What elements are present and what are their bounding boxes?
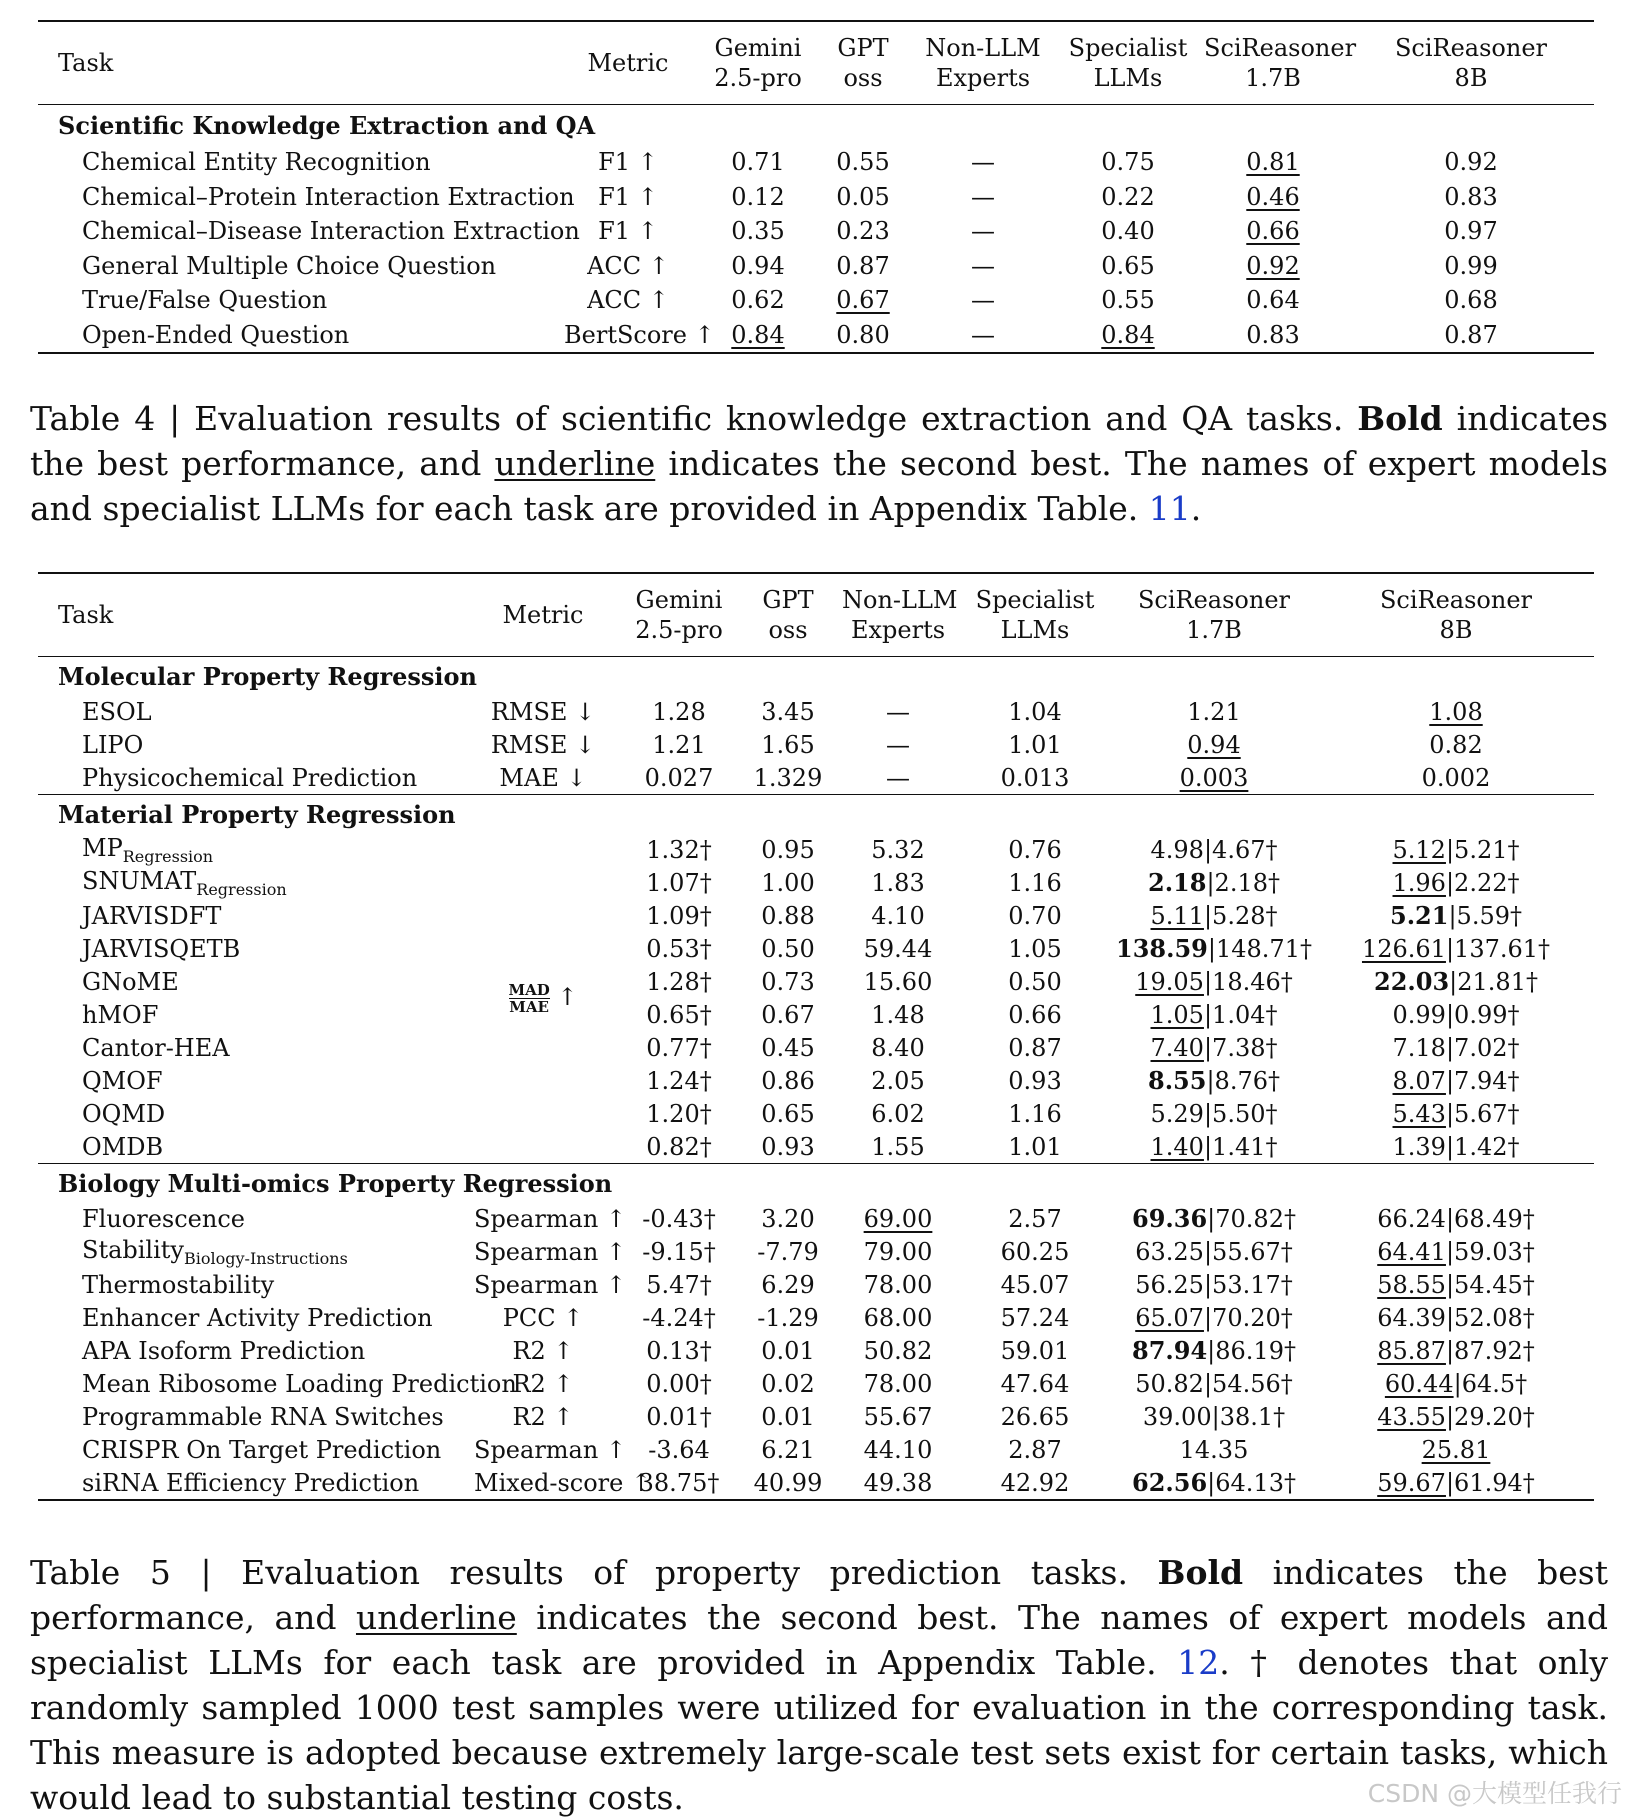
value-cell: 0.50 [1008, 967, 1062, 996]
value-cell: 0.05 [836, 182, 890, 211]
value-cell: 0.81 [1246, 148, 1300, 177]
value-cell: -7.79 [757, 1237, 819, 1266]
value-cell: 0.84 [1101, 320, 1155, 349]
table-row [38, 1031, 1594, 1064]
value-cell: 0.95 [761, 835, 815, 864]
value-cell: 59.44 [863, 934, 933, 963]
value-cell: 59.01 [1000, 1336, 1070, 1365]
value-cell: 64.41|59.03† [1377, 1237, 1535, 1266]
metric-cell: ACC ↑ [587, 251, 669, 280]
metric-cell: R2 ↑ [512, 1402, 574, 1431]
value-cell: 47.64 [1000, 1369, 1070, 1398]
value-cell: 0.94 [731, 251, 785, 280]
value-cell: 5.29|5.50† [1150, 1099, 1278, 1128]
header-gpt: GPT oss [762, 586, 814, 644]
value-cell: 0.45 [761, 1033, 815, 1062]
table-row [38, 1367, 1594, 1400]
value-cell: 39.00|38.1† [1142, 1402, 1286, 1431]
value-cell: 5.43|5.67† [1392, 1099, 1520, 1128]
value-cell: 25.81 [1421, 1435, 1491, 1464]
metric-cell: F1 ↑ [598, 148, 658, 177]
value-cell: 44.10 [863, 1435, 933, 1464]
metric-cell: ACC ↑ [587, 286, 669, 315]
value-cell: 1.32† [646, 835, 712, 864]
task-cell: OMDB [82, 1132, 164, 1161]
table-row [38, 249, 1594, 284]
value-cell: 1.40|1.41† [1150, 1132, 1278, 1161]
header-task: Task [58, 49, 114, 77]
value-cell: — [886, 697, 910, 726]
value-cell: 5.21|5.59† [1390, 901, 1522, 930]
value-cell: 78.00 [863, 1270, 933, 1299]
value-cell: 0.22 [1101, 182, 1155, 211]
table-row [38, 1097, 1594, 1130]
value-cell: 1.96|2.22† [1392, 868, 1520, 897]
task-cell: General Multiple Choice Question [82, 251, 497, 280]
value-cell: 60.25 [1000, 1237, 1070, 1266]
value-cell: 8.40 [871, 1033, 925, 1062]
value-cell: 0.82 [1429, 730, 1483, 759]
section-title: Molecular Property Regression [58, 661, 477, 691]
value-cell: 0.01 [761, 1402, 815, 1431]
value-cell: 0.64 [1246, 286, 1300, 315]
value-cell: 22.03|21.81† [1374, 967, 1538, 996]
value-cell: 14.35 [1179, 1435, 1249, 1464]
task-cell: Programmable RNA Switches [82, 1402, 444, 1431]
value-cell: 0.93 [1008, 1066, 1062, 1095]
task-cell: siRNA Efficiency Prediction [82, 1468, 420, 1497]
appendix-table-link[interactable]: 11 [1148, 489, 1191, 528]
table-row [38, 695, 1594, 728]
value-cell: -1.29 [757, 1303, 819, 1332]
table-row [38, 1064, 1594, 1097]
value-cell: 0.01† [646, 1402, 712, 1431]
section-title: Scientific Knowledge Extraction and QA [58, 110, 596, 140]
metric-cell: R2 ↑ [512, 1369, 574, 1398]
task-cell: $MP_{Regression}$ [82, 833, 214, 866]
table-row [38, 728, 1594, 761]
value-cell: 0.67 [761, 1000, 815, 1029]
header-gpt: GPT oss [837, 34, 889, 92]
task-cell: JARVISDFT [82, 901, 222, 930]
task-cell: Fluorescence [82, 1204, 245, 1233]
section-row [38, 1164, 1594, 1203]
value-cell: 0.23 [836, 217, 890, 246]
value-cell: — [971, 148, 995, 177]
header-scireasoner-8b: SciReasoner 8B [1379, 586, 1533, 644]
value-cell: 138.59|148.71† [1116, 934, 1312, 963]
appendix-table-link[interactable]: 12 [1177, 1643, 1220, 1682]
value-cell: 0.12 [731, 182, 785, 211]
header-gemini: Gemini 2.5-pro [714, 34, 802, 92]
value-cell: 58.55|54.45† [1377, 1270, 1535, 1299]
table-4-header [38, 21, 1594, 105]
value-cell: 87.94|86.19† [1132, 1336, 1296, 1365]
value-cell: 0.99 [1444, 251, 1498, 280]
value-cell: 0.55 [836, 148, 890, 177]
value-cell: 2.87 [1008, 1435, 1062, 1464]
value-cell: 5.32 [871, 835, 925, 864]
value-cell: 0.70 [1008, 901, 1062, 930]
task-cell: JARVISQETB [82, 934, 241, 963]
metric-cell: Mixed-score ↑ [474, 1468, 652, 1497]
value-cell: 1.65 [761, 730, 815, 759]
value-cell: 49.38 [863, 1468, 933, 1497]
section-row [38, 657, 1594, 696]
metric-cell: PCC ↑ [502, 1303, 584, 1332]
value-cell: 0.55 [1101, 286, 1155, 315]
value-cell: 1.16 [1008, 868, 1062, 897]
table-row [38, 1400, 1594, 1433]
value-cell: 85.87|87.92† [1377, 1336, 1535, 1365]
value-cell: 0.82† [646, 1132, 712, 1161]
value-cell: 5.12|5.21† [1392, 835, 1520, 864]
value-cell: -3.64 [648, 1435, 710, 1464]
value-cell: 0.87 [836, 251, 890, 280]
value-cell: 2.18|2.18† [1148, 868, 1280, 897]
value-cell: 3.20 [761, 1204, 815, 1233]
value-cell: 0.92 [1444, 148, 1498, 177]
table-row [38, 1202, 1594, 1235]
task-cell: ESOL [82, 697, 152, 726]
value-cell: 0.80 [836, 320, 890, 349]
value-cell: 0.53† [646, 934, 712, 963]
table-row [38, 318, 1594, 354]
value-cell: 6.02 [871, 1099, 925, 1128]
table-row [38, 145, 1594, 180]
task-cell: Chemical–Protein Interaction Extraction [82, 182, 575, 211]
value-cell: 1.48 [871, 1000, 925, 1029]
value-cell: 0.92 [1246, 251, 1300, 280]
value-cell: 0.66 [1008, 1000, 1062, 1029]
value-cell: 0.02 [761, 1369, 815, 1398]
header-nonllm: Non-LLM Experts [925, 34, 1041, 92]
table-row [38, 1301, 1594, 1334]
value-cell: 42.92 [1000, 1468, 1070, 1497]
value-cell: 0.65 [761, 1099, 815, 1128]
value-cell: 0.83 [1246, 320, 1300, 349]
value-cell: 5.47† [646, 1270, 712, 1299]
task-cell: Chemical Entity Recognition [82, 148, 431, 177]
metric-cell: Spearman ↑ [474, 1204, 627, 1233]
header-specialist: Specialist LLMs [1068, 34, 1188, 92]
task-cell: Cantor-HEA [82, 1033, 230, 1062]
metric-cell: MAE ↓ [499, 763, 587, 792]
value-cell: 0.86 [761, 1066, 815, 1095]
metric-cell: RMSE ↓ [490, 697, 596, 726]
header-nonllm: Non-LLM Experts [842, 586, 958, 644]
value-cell: 78.00 [863, 1369, 933, 1398]
value-cell: 1.07† [646, 868, 712, 897]
task-cell: hMOF [82, 1000, 159, 1029]
metric-cell: F1 ↑ [598, 217, 658, 246]
value-cell: 1.329 [753, 763, 823, 792]
value-cell: -4.24† [642, 1303, 716, 1332]
header-gemini: Gemini 2.5-pro [635, 586, 723, 644]
value-cell: 1.21 [652, 730, 706, 759]
value-cell: 59.67|61.94† [1377, 1468, 1535, 1497]
table-row [38, 1130, 1594, 1164]
value-cell: — [971, 182, 995, 211]
value-cell: 6.21 [761, 1435, 815, 1464]
section-row [38, 105, 1594, 146]
value-cell: 0.13† [646, 1336, 712, 1365]
value-cell: 0.35 [731, 217, 785, 246]
value-cell: 126.61|137.61† [1361, 934, 1551, 963]
value-cell: 0.77† [646, 1033, 712, 1062]
metric-cell: R2 ↑ [512, 1336, 574, 1365]
value-cell: 56.25|53.17† [1135, 1270, 1293, 1299]
table-row [38, 283, 1594, 318]
task-cell: Open-Ended Question [82, 320, 350, 349]
task-cell: Thermostability [82, 1270, 275, 1299]
value-cell: 1.00 [761, 868, 815, 897]
value-cell: 57.24 [1000, 1303, 1070, 1332]
value-cell: 5.11|5.28† [1150, 901, 1278, 930]
table-5-caption: Table 5 | Evaluation results of property prediction tasks. Bold indicates the best performance, and underline indicates the second best. The names of expert models and specialist LLMs for each task are provided in Appendix Table. 12. † denotes that only randomly sampled 1000 test samples were utilized for evaluation in the corresponding task. This measure is adopted because extremely large-scale test sets exist for certain tasks, which would lead to substantial testing costs. [30, 1553, 1609, 1817]
value-cell: 0.87 [1444, 320, 1498, 349]
value-cell: 0.83 [1444, 182, 1498, 211]
value-cell: 0.65 [1101, 251, 1155, 280]
section-row [38, 795, 1594, 834]
value-cell: 8.55|8.76† [1148, 1066, 1280, 1095]
value-cell: 0.002 [1421, 763, 1491, 792]
value-cell: — [971, 320, 995, 349]
value-cell: 26.65 [1000, 1402, 1070, 1431]
task-cell: Stability$_{Biology-Instructions}$ [82, 1235, 348, 1268]
value-cell: 50.82 [863, 1336, 933, 1365]
task-cell: LIPO [82, 730, 144, 759]
value-cell: 40.99 [753, 1468, 823, 1497]
value-cell: 1.08 [1429, 697, 1483, 726]
value-cell: 0.67 [836, 286, 890, 315]
value-cell: 2.57 [1008, 1204, 1062, 1233]
value-cell: 0.00† [646, 1369, 712, 1398]
metric-cell: F1 ↑ [598, 182, 658, 211]
value-cell: 15.60 [863, 967, 933, 996]
task-cell: OQMD [82, 1099, 166, 1128]
task-cell: APA Isoform Prediction [82, 1336, 366, 1365]
value-cell: 50.82|54.56† [1135, 1369, 1293, 1398]
table-row [38, 965, 1594, 998]
header-scireasoner-1-7b: SciReasoner 1.7B [1137, 586, 1291, 644]
header-scireasoner-8b: SciReasoner 8B [1394, 34, 1548, 92]
value-cell: 60.44|64.5† [1384, 1369, 1528, 1398]
value-cell: 55.67 [863, 1402, 933, 1431]
header-metric: Metric [502, 601, 584, 629]
value-cell: — [971, 286, 995, 315]
header-task: Task [58, 601, 114, 629]
value-cell: -9.15† [642, 1237, 716, 1266]
value-cell: 69.00 [863, 1204, 933, 1233]
watermark: CSDN @大模型任我行 [1367, 1779, 1622, 1808]
value-cell: 3.45 [761, 697, 815, 726]
value-cell: 1.55 [871, 1132, 925, 1161]
task-cell: CRISPR On Target Prediction [82, 1435, 442, 1464]
value-cell: 19.05|18.46† [1135, 967, 1293, 996]
task-cell: Chemical–Disease Interaction Extraction [82, 217, 580, 246]
value-cell: 1.09† [646, 901, 712, 930]
table-row [38, 1466, 1594, 1500]
table-5-header [38, 573, 1594, 657]
metric-cell-mad-mae: $\frac{\text{MAD}}{\text{MAE}}$ ↑ [508, 980, 578, 1016]
section-title: Biology Multi-omics Property Regression [58, 1168, 613, 1198]
value-cell: 38.75† [638, 1468, 720, 1497]
value-cell: 0.87 [1008, 1033, 1062, 1062]
value-cell: — [971, 251, 995, 280]
table-row [38, 1235, 1594, 1268]
value-cell: 1.20† [646, 1099, 712, 1128]
value-cell: 0.94 [1187, 730, 1241, 759]
value-cell: 69.36|70.82† [1132, 1204, 1296, 1233]
value-cell: 0.99|0.99† [1392, 1000, 1520, 1029]
task-cell: Physicochemical Prediction [82, 763, 418, 792]
value-cell: 45.07 [1000, 1270, 1070, 1299]
value-cell: 79.00 [863, 1237, 933, 1266]
value-cell: 1.28 [652, 697, 706, 726]
value-cell: 68.00 [863, 1303, 933, 1332]
value-cell: 1.83 [871, 868, 925, 897]
metric-cell: Spearman ↑ [474, 1435, 627, 1464]
header-specialist: Specialist LLMs [975, 586, 1095, 644]
table-row [38, 998, 1594, 1031]
value-cell: -0.43† [642, 1204, 716, 1233]
value-cell: 0.46 [1246, 182, 1300, 211]
table-row [38, 833, 1594, 866]
table-4 [38, 20, 1594, 354]
value-cell: 1.04 [1008, 697, 1062, 726]
value-cell: 1.01 [1008, 1132, 1062, 1161]
value-cell: 0.62 [731, 286, 785, 315]
table-row [38, 214, 1594, 249]
value-cell: 0.68 [1444, 286, 1498, 315]
value-cell: 1.01 [1008, 730, 1062, 759]
table-row [38, 899, 1594, 932]
value-cell: 6.29 [761, 1270, 815, 1299]
value-cell: 0.97 [1444, 217, 1498, 246]
value-cell: 1.28† [646, 967, 712, 996]
table-row [38, 932, 1594, 965]
value-cell: 0.50 [761, 934, 815, 963]
value-cell: 0.84 [731, 320, 785, 349]
header-scireasoner-1-7b: SciReasoner 1.7B [1204, 34, 1357, 92]
value-cell: 66.24|68.49† [1377, 1204, 1535, 1233]
task-cell: $SNUMAT_{Regression}$ [82, 866, 287, 899]
metric-cell: BertScore ↑ [564, 320, 715, 349]
value-cell: 0.66 [1246, 217, 1300, 246]
metric-cell: Spearman ↑ [474, 1270, 627, 1299]
value-cell: — [886, 730, 910, 759]
table-row [38, 1268, 1594, 1301]
value-cell: 0.003 [1179, 763, 1249, 792]
value-cell: 64.39|52.08† [1377, 1303, 1535, 1332]
table-4-caption: Table 4 | Evaluation results of scientific knowledge extraction and QA tasks. Bold indicates the best performance, and underline indicates the second best. The names of expert models and specialist LLMs for each task are provided in Appendix Table. 11. [30, 399, 1609, 528]
value-cell: 2.05 [871, 1066, 925, 1095]
section-title: Material Property Regression [58, 799, 456, 829]
task-cell: QMOF [82, 1066, 163, 1095]
value-cell: 0.65† [646, 1000, 712, 1029]
value-cell: 1.05|1.04† [1150, 1000, 1278, 1029]
table-5 [38, 572, 1594, 1501]
value-cell: 0.93 [761, 1132, 815, 1161]
value-cell: 0.73 [761, 967, 815, 996]
table-row [38, 180, 1594, 215]
value-cell: 4.98|4.67† [1150, 835, 1278, 864]
value-cell: 8.07|7.94† [1392, 1066, 1520, 1095]
value-cell: 1.21 [1187, 697, 1241, 726]
value-cell: 0.75 [1101, 148, 1155, 177]
value-cell: 43.55|29.20† [1377, 1402, 1535, 1431]
table-row [38, 761, 1594, 795]
metric-cell: RMSE ↓ [490, 730, 596, 759]
value-cell: 0.88 [761, 901, 815, 930]
task-cell: Mean Ribosome Loading Prediction [82, 1369, 517, 1398]
value-cell: 1.05 [1008, 934, 1062, 963]
value-cell: 1.39|1.42† [1392, 1132, 1520, 1161]
value-cell: 7.40|7.38† [1150, 1033, 1278, 1062]
value-cell: 7.18|7.02† [1392, 1033, 1520, 1062]
task-cell: True/False Question [82, 286, 328, 315]
table-row [38, 866, 1594, 899]
table-row [38, 1334, 1594, 1367]
value-cell: 62.56|64.13† [1132, 1468, 1296, 1497]
value-cell: — [886, 763, 910, 792]
task-cell: Enhancer Activity Prediction [82, 1303, 433, 1332]
value-cell: 0.027 [644, 763, 714, 792]
value-cell: 0.76 [1008, 835, 1062, 864]
value-cell: 0.71 [731, 148, 785, 177]
value-cell: 4.10 [871, 901, 925, 930]
table-row [38, 1433, 1594, 1466]
header-metric: Metric [587, 49, 669, 77]
value-cell: 0.01 [761, 1336, 815, 1365]
value-cell: 1.24† [646, 1066, 712, 1095]
value-cell: 0.40 [1101, 217, 1155, 246]
value-cell: — [971, 217, 995, 246]
metric-cell: Spearman ↑ [474, 1237, 627, 1266]
mad-mae-fraction: $\frac{\text{MAD}}{\text{MAE}}$ [508, 980, 550, 1016]
value-cell: 65.07|70.20† [1135, 1303, 1293, 1332]
task-cell: GNoME [82, 967, 179, 996]
value-cell: 63.25|55.67† [1135, 1237, 1293, 1266]
value-cell: 1.16 [1008, 1099, 1062, 1128]
value-cell: 0.013 [1000, 763, 1070, 792]
